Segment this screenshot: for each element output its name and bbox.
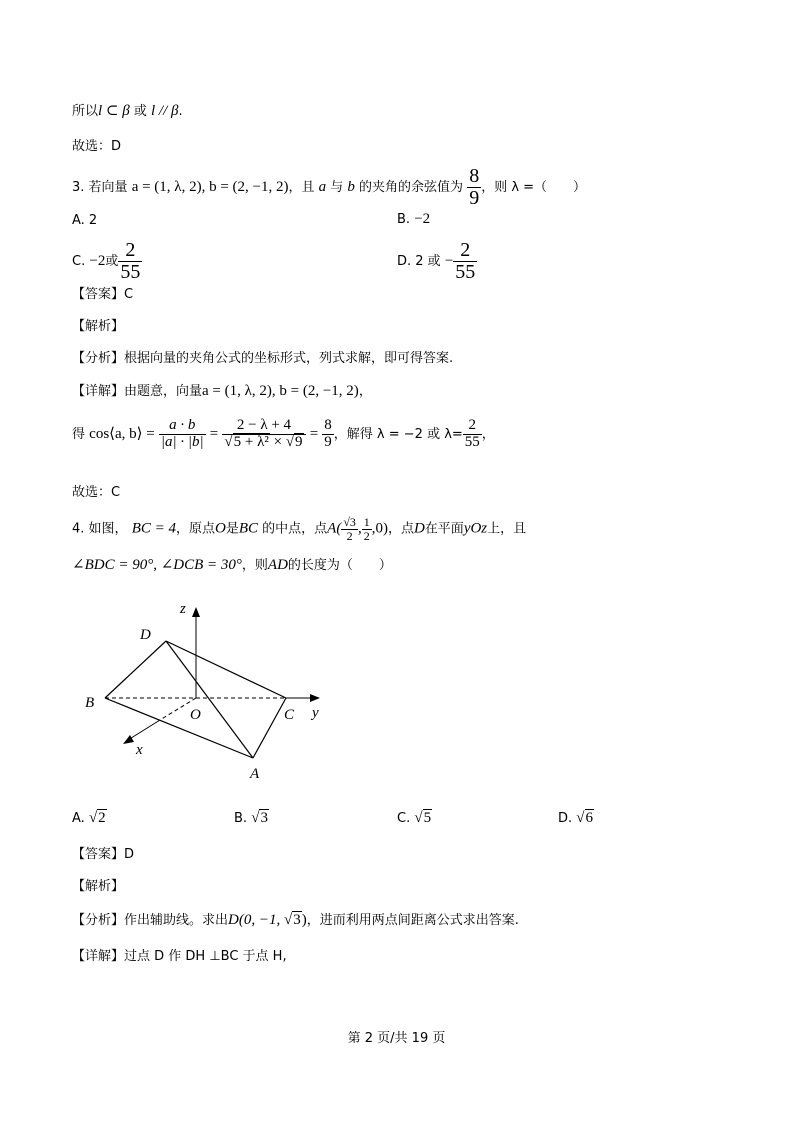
text: 【分析】作出辅助线。求出 [72,913,229,928]
q4-detail: 【详解】过点 D 作 DH ⊥BC 于点 H, [72,949,287,964]
label-z: z [180,601,186,617]
result-fraction [322,418,334,451]
label-d: D [140,627,151,643]
math: a [318,179,327,195]
q4-fenxi [72,913,519,928]
numerator: 2 [463,418,482,435]
label-c: C [284,707,295,723]
text: 是 [225,521,239,537]
cos-expression: cos⟨a, b⟩ = [89,425,155,442]
q4-analysis-heading: 【解析】 [72,879,125,894]
option-label: B. [397,212,411,227]
text: 的中点，点 [258,521,328,537]
denominator [222,435,305,451]
x-axis [128,720,160,740]
option-value: −2 [89,253,106,269]
math: A( [327,520,342,537]
math: O [215,520,226,537]
sqrt-icon: √5 + λ² [224,433,269,450]
label-a: A [250,766,260,782]
label-x: x [136,742,143,758]
q4-option-b [234,810,269,827]
option-label: C. [72,254,86,269]
equals-sign: = [209,425,219,442]
q3-fenxi: 【分析】根据向量的夹角公式的坐标形式，列式求解，即可得答案. [72,351,454,366]
radicand: 5 [423,810,432,826]
q4-answer: 【答案】D [72,847,135,862]
x-arrow-icon [123,735,134,744]
equals-sign: = [309,425,319,442]
q4-stem [72,516,526,542]
math: l ⊂ β [98,103,130,119]
label-o: O [190,707,201,723]
option-label: A. [72,811,85,826]
denominator: 9 [324,433,332,450]
prev-choice: 故选：D [72,139,122,154]
option-fraction [453,240,477,283]
z-arrow-icon [192,607,200,617]
q3-analysis-heading: 【解析】 [72,319,125,334]
option-value: − [444,253,454,269]
computed-fraction [222,418,305,451]
edge-ca [253,698,286,758]
edge-dc [166,641,286,698]
sqrt-icon: √5 [414,810,432,826]
numerator: 2 [453,240,477,262]
text: ，且 [288,180,319,195]
text: 或 [105,254,119,269]
option-value: −2 [414,211,431,227]
numerator: 2 [118,240,142,262]
q4-option-d [558,810,594,827]
denominator: 2 [346,528,353,543]
q3-choice: 故选：C [72,485,121,500]
text: ，则 λ =（ ） [481,180,587,195]
q3-detail-vectors: a = (1, λ, 2), b = (2, −1, 2) [202,383,359,399]
label-b: B [85,695,95,711]
numerator: √3 [343,515,356,529]
text: 的长度为（ ） [287,558,392,573]
denominator: 55 [455,261,476,283]
sqrt-icon: √2 [88,810,106,826]
sqrt-icon: √6 [576,810,594,826]
radicand: 6 [585,810,594,826]
numerator: 8 [469,165,480,187]
math: AD [267,557,288,573]
sqrt-icon: √9 [285,433,303,450]
prev-conclusion [72,104,183,119]
q3-option-b [397,211,430,228]
text: . [178,104,183,119]
q3-option-a: A. 2 [72,213,98,228]
math: yOz [463,520,488,537]
denominator: 2 [363,528,370,543]
math: b [347,179,355,195]
math: D [413,520,425,537]
y-arrow-icon [310,694,320,702]
text: 【详解】由题意，向量 [72,384,203,399]
times: × [269,433,286,450]
q3-option-d [397,240,477,283]
denominator: 9 [469,187,480,209]
denominator: |a| · |b| [160,433,204,450]
q4-prefix: 4. 如图， [72,521,128,537]
text: ，进而利用两点间距离公式求出答案. [306,913,519,928]
q3-equation [72,418,495,451]
text: ，则 [241,558,268,573]
text: 的夹角的余弦值为 [354,180,464,195]
point-a-y [362,516,372,542]
label-y: y [312,705,319,721]
numerator: a · b [159,418,206,435]
q4-option-c [397,810,432,827]
numerator: 2 − λ + 4 [222,418,305,435]
option-fraction [118,240,142,283]
numerator: 1 [363,515,370,529]
q3-option-c [72,240,142,283]
point-a-x [341,516,358,542]
radicand: 3 [260,810,268,826]
comma: , [357,520,362,537]
denominator: 55 [120,261,141,283]
text: 或 [129,104,151,119]
dot-product-fraction [159,418,206,451]
text: ， [358,384,372,399]
q3-cos-fraction [467,166,481,209]
option-label: B. [234,811,248,826]
text: 在平面 [424,521,464,537]
q4-option-a [72,810,107,827]
q3-vector-a: a = (1, λ, 2), [131,179,210,195]
radicand: 3 [293,912,301,928]
text: ，原点 [175,521,215,537]
math: ,0) [371,520,388,537]
edge-bd [105,641,166,698]
page-footer: 第 2 页/共 19 页 [347,1031,446,1046]
solution-fraction [463,418,482,451]
q3-prefix: 3. 若向量 [72,180,128,195]
q3-vector-b: b = (2, −1, 2) [209,179,289,195]
text: ， [481,426,495,442]
denominator: 55 [464,433,480,450]
q3-answer: 【答案】C [72,287,134,302]
text: ，点 [387,521,414,537]
q4-figure [70,595,340,785]
option-label: C. [397,811,411,826]
sqrt-icon: √3 [283,912,301,928]
radicand: 5 + λ² [233,433,269,450]
math: BC [238,520,259,537]
sqrt-icon: √3 [251,810,268,826]
point-d [228,912,307,928]
text: 所以 [72,104,99,119]
text: 与 [326,180,348,195]
math: D(0, −1, [228,912,284,928]
math: BC = 4 [131,520,176,537]
math: ) [301,912,307,928]
radicand: 2 [98,810,106,826]
q3-stem [72,166,586,209]
math: l // β [151,103,179,119]
q4-stem-2 [72,558,392,573]
angle-conditions: ∠BDC = 90°, ∠DCB = 30° [72,557,242,573]
text: ，解得 λ = −2 或 λ= [333,426,463,442]
option-label: D. [558,811,573,826]
text: 上，且 [487,521,527,537]
option-label: D. 2 或 [397,254,441,269]
numerator: 8 [324,417,332,433]
text: 得 [72,426,86,442]
radicand: 9 [295,433,303,450]
q3-detail [72,384,372,399]
